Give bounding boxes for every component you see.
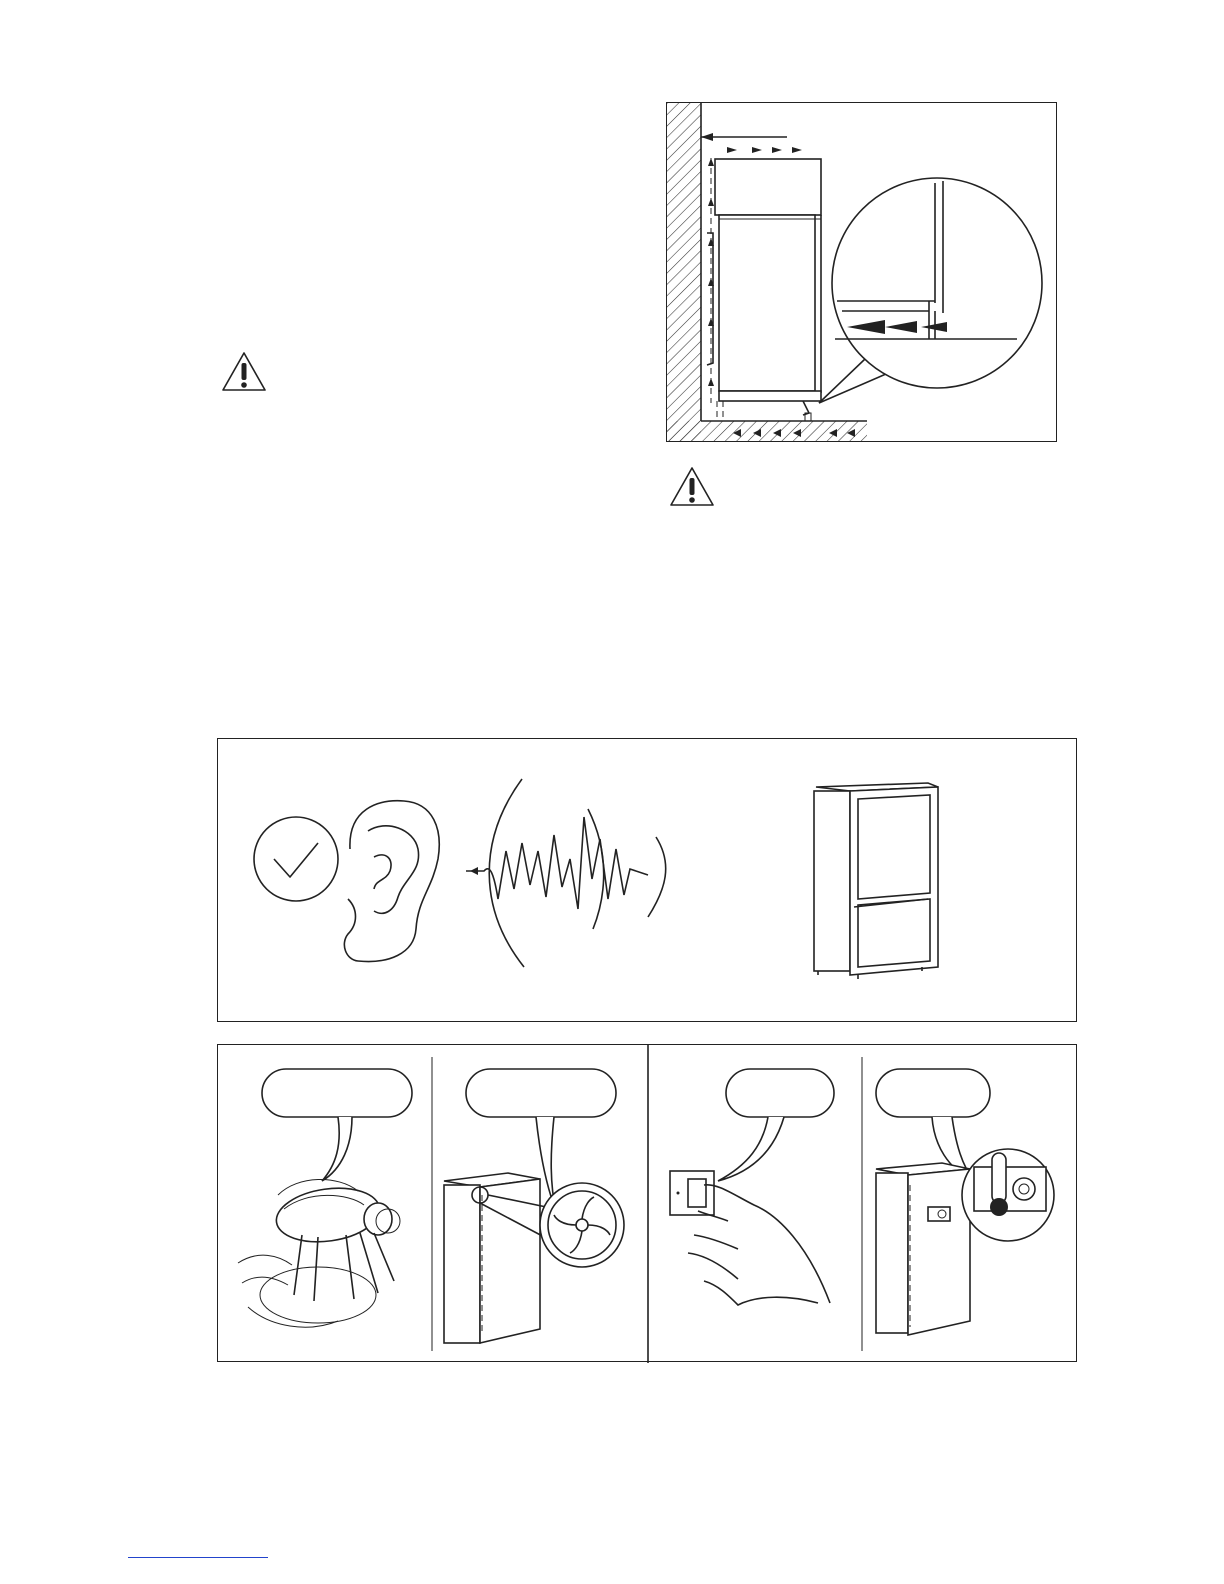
warning-icon-right — [668, 465, 716, 509]
normal-noise-panel — [217, 738, 1077, 1022]
thermostat-icon — [876, 1069, 1054, 1335]
airflow-diagram — [667, 103, 1058, 443]
warning-triangle-icon — [668, 465, 716, 509]
warning-icon-left — [220, 350, 268, 394]
installation-figure — [666, 102, 1057, 442]
fly-icon — [238, 1069, 412, 1327]
noise-sources-panel — [217, 1044, 1077, 1362]
fridge-freezer-icon — [814, 783, 938, 979]
sound-wave-icon — [466, 779, 666, 967]
checkmark-icon — [254, 817, 338, 901]
power-button-icon — [670, 1069, 834, 1305]
ear-icon — [344, 801, 439, 962]
warning-triangle-icon — [220, 350, 268, 394]
fan-icon — [444, 1069, 624, 1343]
footer-rule — [128, 1557, 268, 1558]
